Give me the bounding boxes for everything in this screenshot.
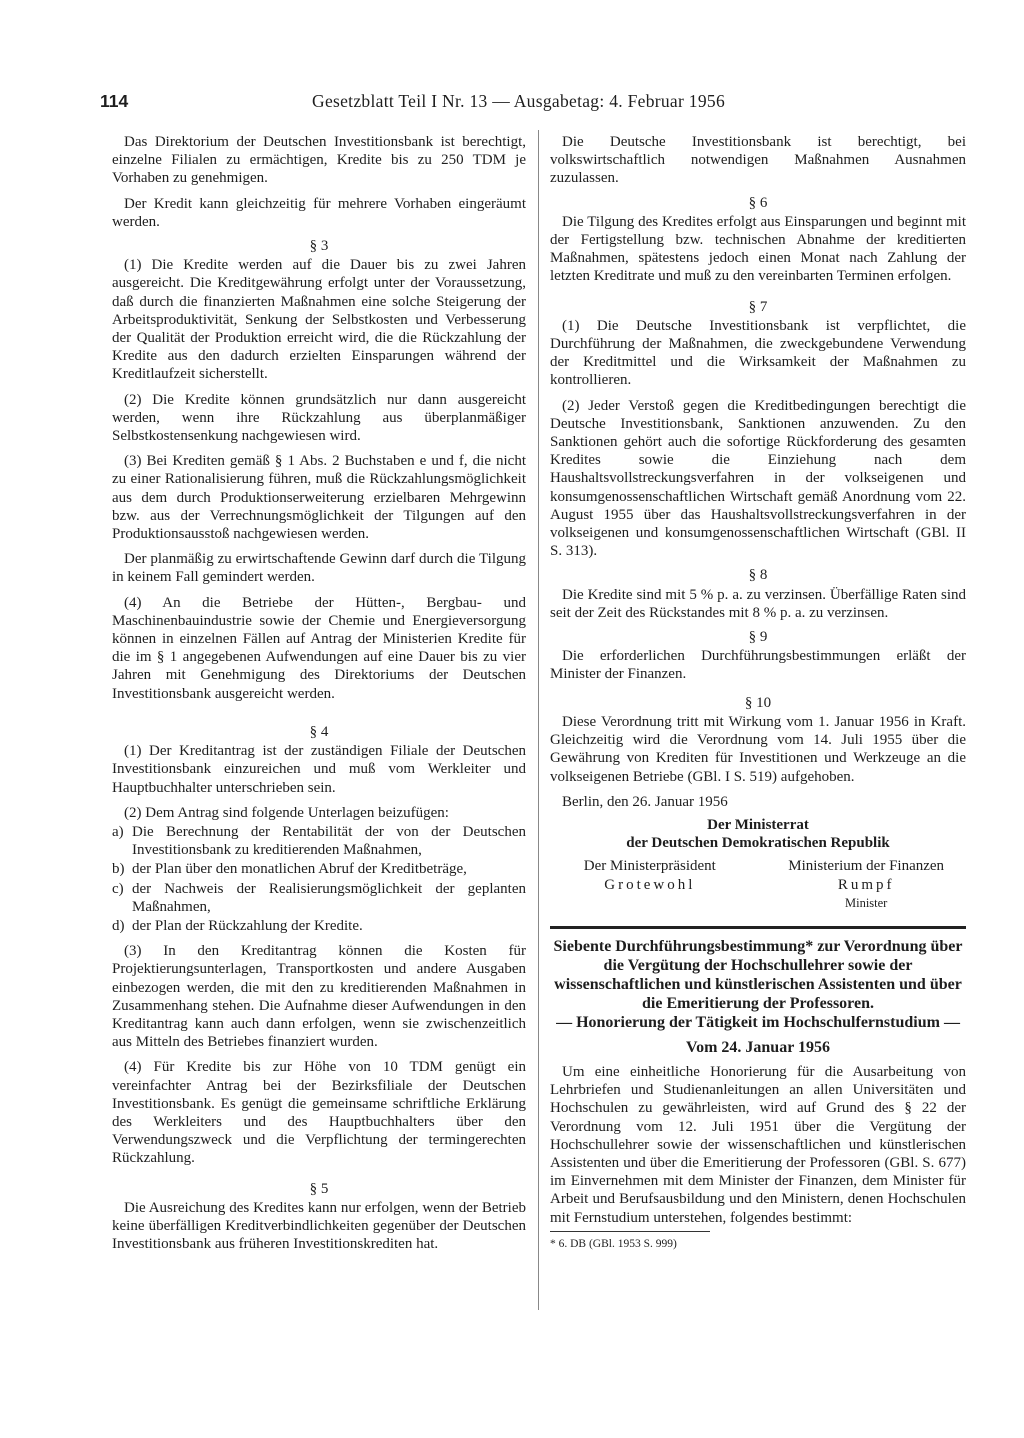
paragraph: Der Kredit kann gleichzeitig für mehrere Vorhaben eingeräumt werden.	[112, 195, 526, 230]
column-divider	[538, 130, 539, 1310]
signatory-title: Ministerium der Finanzen	[788, 858, 945, 875]
footnote-divider	[550, 1231, 710, 1232]
list-text: der Plan über den monatlichen Abruf der Kreditbeträge,	[132, 861, 467, 878]
running-title: Gesetzblatt Teil I Nr. 13 — Ausgabetag: 4. Februar 1956	[312, 91, 725, 111]
paragraph: (2) Jeder Verstoß gegen die Kreditbedingungen berechtigt die Deutsche Investitionsbank, Sanktionen anzuwenden. Zu den Sanktionen gehört auch die sofortige Rückforderung des gesamten Kredites sowie die Einziehung nach dem Haushaltsvollstreckungsverfahren in der volkseigenen und konsumgenossenschaftlichen Wirtschaft gemäß Anordnung vom 22. August 1955 über das Haushaltsvollstreckungsverfahren in der volkseigenen und konsumgenossenschaftlichen Wirtschaft (GBl. II S. 313).	[550, 397, 966, 560]
section-heading: § 10	[744, 694, 772, 711]
signatory-name: Rumpf	[837, 876, 895, 893]
paragraph: (4) Für Kredite bis zur Höhe von 10 TDM genügt ein vereinfachter Antrag bei der Bezirksfiliale der Deutschen Investitionsbank. Es genügt die gemeinsame schriftliche Erklärung des Werkleiters und des Hauptbuchhalters über den Verwendungszweck und die Verpflichtung der termingerechten Rückzahlung.	[112, 1059, 526, 1167]
section-divider	[550, 926, 966, 929]
list-label: b)	[112, 861, 125, 878]
paragraph: Der planmäßig zu erwirtschaftende Gewinn darf durch die Tilgung in keinem Fall gemindert werden.	[112, 551, 526, 586]
paragraph: (3) Bei Krediten gemäß § 1 Abs. 2 Buchstaben e und f, die nicht zu einer Rationalisierung führen, muß die Rückzahlungsmöglichkeit aus dem durch Produktionserweiterung erzielbaren Mehrgewinn bzw. aus der Verrechnungsmöglichkeit der Tilgungen auf den Produktionsausstoß nachgewiesen werden.	[112, 453, 526, 543]
paragraph: Das Direktorium der Deutschen Investitionsbank ist berechtigt, einzelne Filialen zu ermächtigen, Kredite bis zu 250 TDM je Vorhaben zu genehmigen.	[112, 134, 526, 187]
signature-left	[550, 857, 750, 912]
paragraph: Die Tilgung des Kredites erfolgt aus Einsparungen und beginnt mit der Fertigstellung bzw. technischen Abnahme der kreditierten Maßnahmen, spätestens jedoch einen Monat nach Zahlung der letzten Kreditrate und muß zu den vereinbarten Terminen erfolgen.	[550, 213, 966, 285]
left-column	[112, 133, 526, 1253]
section-heading: § 8	[748, 567, 768, 584]
signatory-title: Der Ministerpräsident	[583, 858, 716, 875]
paragraph: Die Ausreichung des Kredites kann nur erfolgen, wenn der Betrieb keine überfälligen Kreditverbindlichkeiten gegenüber der Deutschen Investitionsbank aus früheren Investitionskrediten hat.	[112, 1199, 526, 1253]
list-item	[112, 880, 526, 916]
place-date: Berlin, den 26. Januar 1956	[562, 793, 728, 810]
section-heading: § 9	[748, 629, 768, 646]
signature-block	[550, 857, 966, 912]
decree-preamble: Um eine einheitliche Honorierung für die Ausarbeitung von Lehrbriefen und Studienanleitungen an allen Universitäten und Hochschulen zu gewährleisten, wird auf Grund des § 22 der Verordnung vom 12. Juli 1951 über die Vergütung der Hochschullehrer sowie der wissenschaftlichen und künstlerischen Assistenten und über die Emeritierung der Professoren (GBl. S. 677) im Einvernehmen mit dem Minister der Finanzen, dem Minister für Arbeit und Berufsausbildung und den Ministern, denen Hochschulen mit Fernstudium unterstehen, folgendes bestimmt:	[550, 1063, 966, 1226]
signatory-name: Grotewohl	[604, 876, 696, 893]
footnote: * 6. DB (GBl. 1953 S. 999)	[550, 1237, 677, 1250]
decree-title: Siebente Durchführungsbestimmung* zur Verordnung über die Vergütung der Hochschullehrer sowie der wissenschaftlichen und künstlerischen Assistenten und über die Emeritierung der Professoren.	[553, 937, 963, 1012]
list-text: Die Berechnung der Rentabilität der von der Deutschen Investitionsbank zu kreditierenden Maßnahmen,	[132, 823, 526, 859]
section-heading: § 6	[748, 194, 768, 211]
list-item	[112, 823, 526, 859]
signatory-role: Minister	[844, 895, 888, 910]
document-list	[112, 823, 526, 935]
section-heading: § 4	[309, 723, 329, 740]
section-heading: § 3	[309, 238, 329, 255]
right-column	[550, 133, 966, 1253]
page-number: 114	[100, 91, 129, 111]
section-heading: § 5	[309, 1180, 329, 1197]
paragraph: Die erforderlichen Durchführungsbestimmungen erläßt der Minister der Finanzen.	[550, 648, 966, 683]
decree-subtitle: — Honorierung der Tätigkeit im Hochschulfernstudium —	[556, 1013, 960, 1031]
council-title: Der Ministerrat	[707, 816, 809, 833]
list-item	[112, 860, 526, 878]
paragraph: Die Deutsche Investitionsbank ist berechtigt, bei volkswirtschaftlich notwendigen Maßnahmen Ausnahmen zuzulassen.	[550, 134, 966, 187]
list-text: der Nachweis der Realisierungsmöglichkeit der geplanten Maßnahmen,	[132, 880, 526, 915]
list-item	[112, 917, 526, 935]
list-label: d)	[112, 917, 125, 934]
signature-right	[766, 857, 966, 912]
list-label: c)	[112, 880, 124, 897]
paragraph: (1) Der Kreditantrag ist der zuständigen Filiale der Deutschen Investitionsbank einzureichen und muß vom Werkleiter und Hauptbuchhalter unterschrieben sein.	[112, 743, 526, 796]
council-subtitle: der Deutschen Demokratischen Republik	[626, 835, 890, 852]
paragraph: (2) Die Kredite können grundsätzlich nur dann ausgereicht werden, wenn ihre Rückzahlung aus überplanmäßiger Selbstkostensenkung nachgewiesen wird.	[112, 391, 526, 445]
paragraph: Die Kredite sind mit 5 % p. a. zu verzinsen. Überfällige Raten sind seit der Zeit des Rückstandes mit 8 % p. a. zu verzinsen.	[550, 586, 966, 621]
section-heading: § 7	[748, 298, 768, 315]
list-text: der Plan der Rückzahlung der Kredite.	[132, 917, 363, 934]
paragraph: (1) Die Deutsche Investitionsbank ist verpflichtet, die Durchführung der Maßnahmen, die zweckgebundene Verwendung der Kreditmittel und die Wirksamkeit der Maßnahmen zu kontrollieren.	[550, 317, 966, 389]
paragraph: (4) An die Betriebe der Hütten-, Bergbau- und Maschinenbauindustrie sowie der Chemie und Energieversorgung können in einzelnen Fällen auf Antrag der Ministerien Kredite für die im § 1 angegebenen Aufwendungen auf eine Dauer bis zu vier Jahren mit Genehmigung des Direktoriums der Deutschen Investitionsbank ausgereicht werden.	[112, 594, 526, 702]
paragraph: (3) In den Kreditantrag können die Kosten für Projektierungsunterlagen, Transportkosten und andere Ausgaben einbezogen werden, die mit den zu kreditierenden Maßnahmen in Zusammenhang stehen. Die Aufnahme dieser Aufwendungen in den Kreditantrag kann auch dann erfolgen, wenn sie zwischenzeitlich aus Mitteln des Betriebes finanziert wurden.	[112, 943, 526, 1051]
decree-date: Vom 24. Januar 1956	[685, 1038, 831, 1056]
paragraph: (1) Die Kredite werden auf die Dauer bis zu zwei Jahren ausgereicht. Die Kreditgewährung erfolgt unter der Voraussetzung, daß durch die finanzierten Maßnahmen eine solche Steigerung der Arbeitsproduktivität, Senkung der Selbstkosten und Verbesserung der Qualität der Produktion erreicht wird, die die Rückzahlung der Kredite aus den dadurch erzielten Einsparungen während der Kreditlaufzeit sicherstellt.	[112, 257, 526, 383]
list-label: a)	[112, 823, 124, 840]
paragraph: (2) Dem Antrag sind folgende Unterlagen beizufügen:	[124, 804, 449, 821]
paragraph: Diese Verordnung tritt mit Wirkung vom 1. Januar 1956 in Kraft. Gleichzeitig wird die Verordnung vom 14. Juli 1955 über die Gewährung von Krediten für Investitionen und Werkzeuge an die volkseigenen Betriebe (GBl. I S. 519) aufgehoben.	[550, 713, 966, 785]
page-header	[100, 89, 784, 113]
